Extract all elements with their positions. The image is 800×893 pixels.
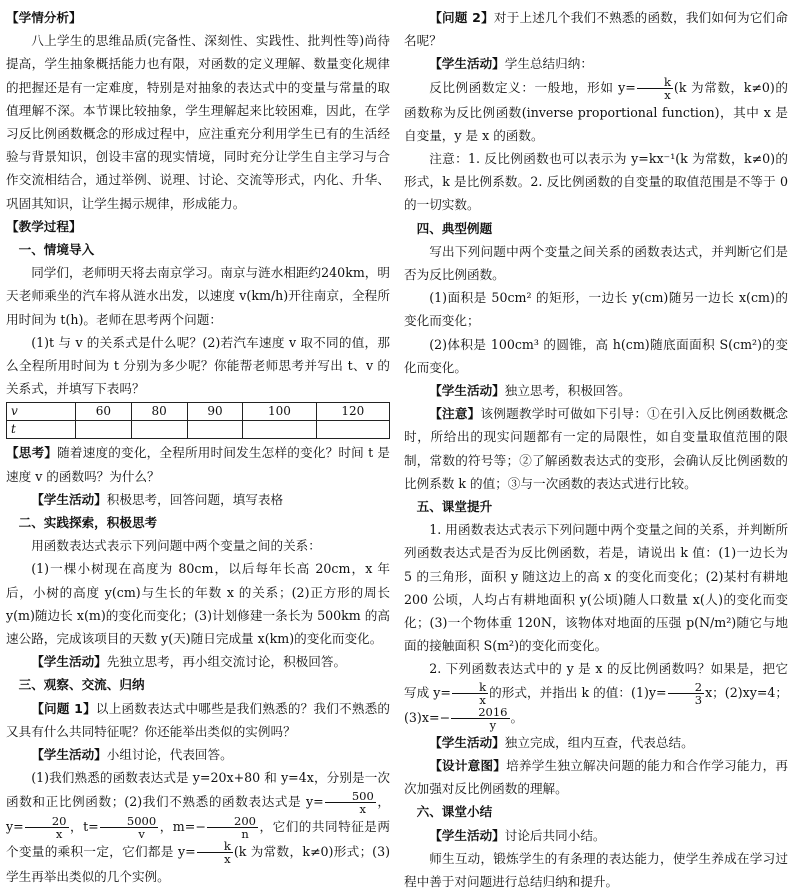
analysis-heading: 【学情分析】 <box>6 10 82 25</box>
think-text: 随着速度的变化，全程所用时间发生怎样的变化？时间 t 是速度 v 的函数吗？为什么？ <box>6 445 390 484</box>
activity-text: 学生总结归纳： <box>504 56 593 72</box>
section-1-heading: 一、情境导入 <box>18 242 95 258</box>
fraction <box>25 815 69 840</box>
table-cell: 80 <box>131 403 187 421</box>
fraction-numerator: k <box>637 76 673 89</box>
question-1-text: 以上函数表达式中哪些是我们熟悉的？我们不熟悉的又具有什么共同特征呢？你还能举出类似的实例吗？ <box>6 700 390 739</box>
design-intent <box>404 754 788 800</box>
fraction-denominator: x <box>224 851 231 866</box>
fraction-denominator: n <box>241 826 249 841</box>
fraction-numerator: 5000 <box>100 815 158 828</box>
activity-text: 独立思考，积极回答。 <box>504 383 631 399</box>
design-text: 培养学生独立解决问题的能力和合作学习能力，再次加强对反比例函数的理解。 <box>404 757 789 797</box>
question-2-label: 【问题 2】 <box>429 10 494 25</box>
think-paragraph <box>6 441 390 487</box>
activity-6 <box>404 731 788 754</box>
fraction-numerator: 2 <box>668 681 705 694</box>
fraction-numerator: 500 <box>325 790 376 803</box>
question-2 <box>404 6 788 52</box>
exercise-text: x；(2)xy=4；(3)x=− <box>404 684 788 725</box>
fraction-numerator: 20 <box>25 815 69 828</box>
exercise-text: 。 <box>510 709 524 725</box>
table-cell <box>187 421 243 439</box>
activity-label: 【学生活动】 <box>429 734 505 750</box>
table-cell: t <box>7 421 76 439</box>
definition-paragraph <box>404 76 788 147</box>
section-4-paragraph-2: (1)面积是 50cm² 的矩形，一边长 y(cm)随另一边长 x(cm)的变化而变化； <box>404 290 788 329</box>
fraction <box>197 840 233 865</box>
activity-label: 【学生活动】 <box>31 491 107 507</box>
think-label: 【思考】 <box>6 445 58 461</box>
question-1 <box>6 697 390 743</box>
activity-2 <box>6 650 390 673</box>
activity-text: 独立完成，组内互查，代表总结。 <box>504 734 694 750</box>
question-1-label: 【问题 1】 <box>31 700 96 716</box>
table-cell <box>76 421 132 439</box>
formula-text: ，y= <box>6 793 390 834</box>
formula-text: ，它们的共同特征是两个变量的乘积一定，它们都是 y= <box>6 818 391 859</box>
table-cell <box>131 421 187 439</box>
activity-label: 【学生活动】 <box>31 747 107 763</box>
activity-label: 【学生活动】 <box>429 56 505 72</box>
fraction <box>452 681 488 706</box>
fraction-denominator: y <box>489 717 497 732</box>
definition-text: 反比例函数定义：一般地，形如 y= <box>429 79 636 95</box>
fraction-denominator: x <box>664 87 671 102</box>
fraction <box>325 790 376 815</box>
fraction-denominator: v <box>138 826 145 841</box>
section-4-paragraph-1: 写出下列问题中两个变量之间关系的函数表达式，并判断它们是否为反比例函数。 <box>404 243 788 283</box>
fraction <box>207 815 258 840</box>
activity-label: 【学生活动】 <box>429 827 505 843</box>
section-2-heading: 二、实践探索，积极思考 <box>18 515 158 531</box>
table-cell: 60 <box>76 403 132 421</box>
fraction <box>637 76 673 101</box>
section-4-paragraph-3: (2)体积是 100cm³ 的圆锥，高 h(cm)随底面面积 S(cm²)的变化而变化。 <box>404 336 788 375</box>
activity-3 <box>6 743 390 766</box>
analysis-paragraph: 八上学生的思维品质(完备性、深刻性、实践性、批判性等)尚待提高，学生抽象概括能力也有限，对函数的定义理解、数量变化规律的把握还是有一定难度，特别是对抽象的表达式中的变量与常量的取值理解不深。本节课比较抽象，学生理解起来比较困难，因此，在学习反比例函数概念的形成过程中，应注重充分利用学生已有的生活经验与背景知识，创设丰富的现实情境，同时充分让学生自主学习与合作交流相结合，通过举例、说理、讨论、交流等形式，内化、升华、巩固其知识，让学生揭示规律，形成能力。 <box>6 33 390 211</box>
exercise-text: 的形式，并指出 k 的值：(1)y= <box>489 684 667 700</box>
question-2-text: 对于上述几个我们不熟悉的函数，我们如何为它们命名呢？ <box>404 10 788 49</box>
fraction-denominator: x <box>479 692 486 707</box>
section-1-paragraph-2: (1)t 与 v 的关系式是什么呢？(2)若汽车速度 v 取不同的值，那么全程所用时间为 t 分别为多少呢？你能帮老师思考并写出 t、v 的关系式，并填写下表吗？ <box>6 334 390 397</box>
table-cell: v <box>7 403 76 421</box>
activity-text: 积极思考，回答问题，填写表格 <box>106 491 284 507</box>
section-4-heading: 四、典型例题 <box>416 220 493 236</box>
table-cell <box>243 421 316 439</box>
table-cell: 100 <box>243 403 316 421</box>
table-row-t <box>7 421 390 439</box>
right-column <box>404 6 788 893</box>
note-2-paragraph <box>404 402 788 495</box>
activity-label: 【学生活动】 <box>429 383 505 399</box>
fraction-denominator: x <box>359 801 367 816</box>
activity-label: 【学生活动】 <box>31 654 107 670</box>
fraction <box>668 681 705 706</box>
note-text: 该例题教学时可做如下引导：①在引入反比例函数概念时，所给出的现实问题都有一定的局限性，如自变量取值范围的限制，常数的符号等；②了解函数表达式的变形，会确认反比例函数的比例系数 k 的值；③与一次函数的表达式进行比较。 <box>404 406 789 491</box>
speed-time-table <box>6 402 390 439</box>
fraction-denominator: 3 <box>694 692 703 707</box>
design-label: 【设计意图】 <box>429 757 507 773</box>
fraction <box>100 815 158 840</box>
fraction-numerator: 200 <box>207 815 258 828</box>
fraction <box>451 706 509 731</box>
formula-text: (k 为常数，k≠0)形式；(3)学生再举出类似的几个实例。 <box>6 843 390 884</box>
activity-4 <box>404 52 788 75</box>
note-1-paragraph: 注意：1. 反比例函数也可以表示为 y=kx⁻¹(k 为常数，k≠0)的形式，k 是比例系数。2. 反比例函数的自变量的取值范围是不等于 0 的一切实数。 <box>404 151 788 213</box>
section-3-paragraph <box>6 766 390 887</box>
activity-7 <box>404 824 788 847</box>
formula-text: (1)我们熟悉的函数表达式是 y=20x+80 和 y=4x，分别是一次函数和正比例函数；(2)我们不熟悉的函数表达式是 y= <box>6 770 390 809</box>
section-1-paragraph-1: 同学们，老师明天将去南京学习。南京与涟水相距约240km，明天老师乘坐的汽车将从涟水出发，以速度 v(km/h)开往南京，全程所用时间为 t(h)。老师在思考两个问题： <box>6 265 390 327</box>
activity-1 <box>6 488 390 511</box>
activity-text: 先独立思考，再小组交流讨论，积极回答。 <box>106 654 347 670</box>
left-column <box>6 6 390 888</box>
section-2-paragraph-2: (1)一棵小树现在高度为 80cm，以后每年长高 20cm，x 年后，小树的高度 y(cm)与生长的年数 x 的关系；(2)正方形的周长 y(m)随边长 x(m)的变化而变化；(3)计划修建一条长为 500km 的高速公路，完成该项目的天数 y(天)随日完成量 x(km)的变化而变化。 <box>6 561 390 647</box>
section-6-paragraph: 师生互动，锻炼学生的有条理的表达能力，使学生养成在学习过程中善于对问题进行总结归纳和提升。 <box>404 850 788 889</box>
process-heading: 【教学过程】 <box>6 218 82 234</box>
fraction-numerator: 2016 <box>451 706 509 719</box>
note-label: 【注意】 <box>429 406 481 422</box>
fraction-numerator: k <box>452 681 488 694</box>
section-5-heading: 五、课堂提升 <box>416 499 493 515</box>
fraction-denominator: x <box>55 826 63 841</box>
section-5-paragraph-1: 1. 用函数表达式表示下列问题中两个变量之间的关系，并判断所列函数表达式是否为反比例函数，若是，请说出 k 值：(1)一边长为 5 的三角形，面积 y 随这边上的高 x 的变化而变化；(2)某村有耕地 200 公顷，人均占有耕地面积 y(公顷)随人口数量 x(人)的变化而变化；(3)一个物体重 120N，该物体对地面的压强 p(N/m²)随它与地面的接触面积 S(m²)的变化而变化。 <box>404 522 788 654</box>
fraction-numerator: k <box>197 840 233 853</box>
table-cell: 90 <box>187 403 243 421</box>
section-5-paragraph-2 <box>404 657 788 730</box>
table-cell: 120 <box>316 403 389 421</box>
table-row-v <box>7 403 390 421</box>
activity-text: 讨论后共同小结。 <box>504 827 606 843</box>
section-2-paragraph-1: 用函数表达式表示下列问题中两个变量之间的关系： <box>31 538 321 554</box>
table-cell <box>316 421 389 439</box>
activity-5 <box>404 379 788 402</box>
activity-text: 小组讨论，代表回答。 <box>106 747 233 763</box>
formula-text: ，t= <box>69 818 99 834</box>
definition-text: (k 为常数，k≠0)的函数称为反比例函数(inverse proportional function)，其中 x 是自变量，y 是 x 的函数。 <box>404 79 788 143</box>
exercise-text: 2. 下列函数表达式中的 y 是 x 的反比例函数吗？如果是，把它写成 y= <box>404 661 788 700</box>
section-6-heading: 六、课堂小结 <box>416 804 493 820</box>
formula-text: ，m=− <box>159 818 206 834</box>
section-3-heading: 三、观察、交流、归纳 <box>18 677 145 693</box>
